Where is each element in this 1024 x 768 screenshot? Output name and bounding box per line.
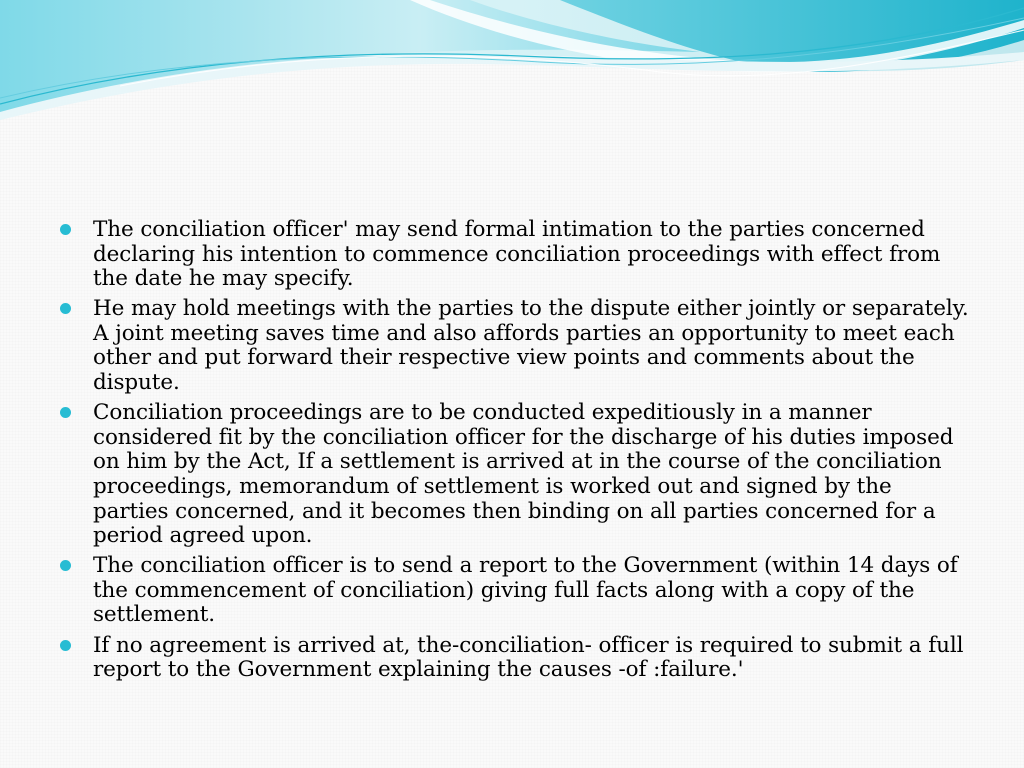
bullet-dot-icon bbox=[60, 407, 71, 418]
bullet-dot-icon bbox=[60, 303, 71, 314]
bullet-text: He may hold meetings with the parties to the dispute either jointly or separately. A joint meeting saves time and also affords parties an opportunity to meet each other and put forward their respective view points and comments about the dispute. bbox=[93, 296, 969, 396]
wave-banner bbox=[0, 0, 1024, 130]
bullet-item bbox=[60, 297, 970, 395]
bullet-item bbox=[60, 218, 970, 292]
bullet-text: The conciliation officer is to send a report to the Government (within 14 days of the commencement of conciliation) giving full facts along with a copy of the settlement. bbox=[93, 553, 958, 628]
bullet-list bbox=[60, 218, 970, 688]
bullet-item bbox=[60, 634, 970, 683]
bullet-dot-icon bbox=[60, 224, 71, 235]
bullet-text: If no agreement is arrived at, the-conciliation- officer is required to submit a full report to the Government explaining the causes -of :failure.' bbox=[93, 632, 964, 683]
bullet-dot-icon bbox=[60, 560, 71, 571]
bullet-item bbox=[60, 554, 970, 628]
bullet-text: The conciliation officer' may send formal intimation to the parties concerned declaring his intention to commence conciliation proceedings with effect from the date he may specify. bbox=[93, 217, 941, 292]
bullet-item bbox=[60, 401, 970, 549]
bullet-text: Conciliation proceedings are to be conducted expeditiously in a manner considered fit by the conciliation officer for the discharge of his duties imposed on him by the Act, If a settlement is arrived at in the course of the conciliation proceedings, memorandum of settlement is worked out and signed by the parties concerned, and it becomes then binding on all parties concerned for a period agreed upon. bbox=[93, 400, 954, 549]
bullet-dot-icon bbox=[60, 640, 71, 651]
